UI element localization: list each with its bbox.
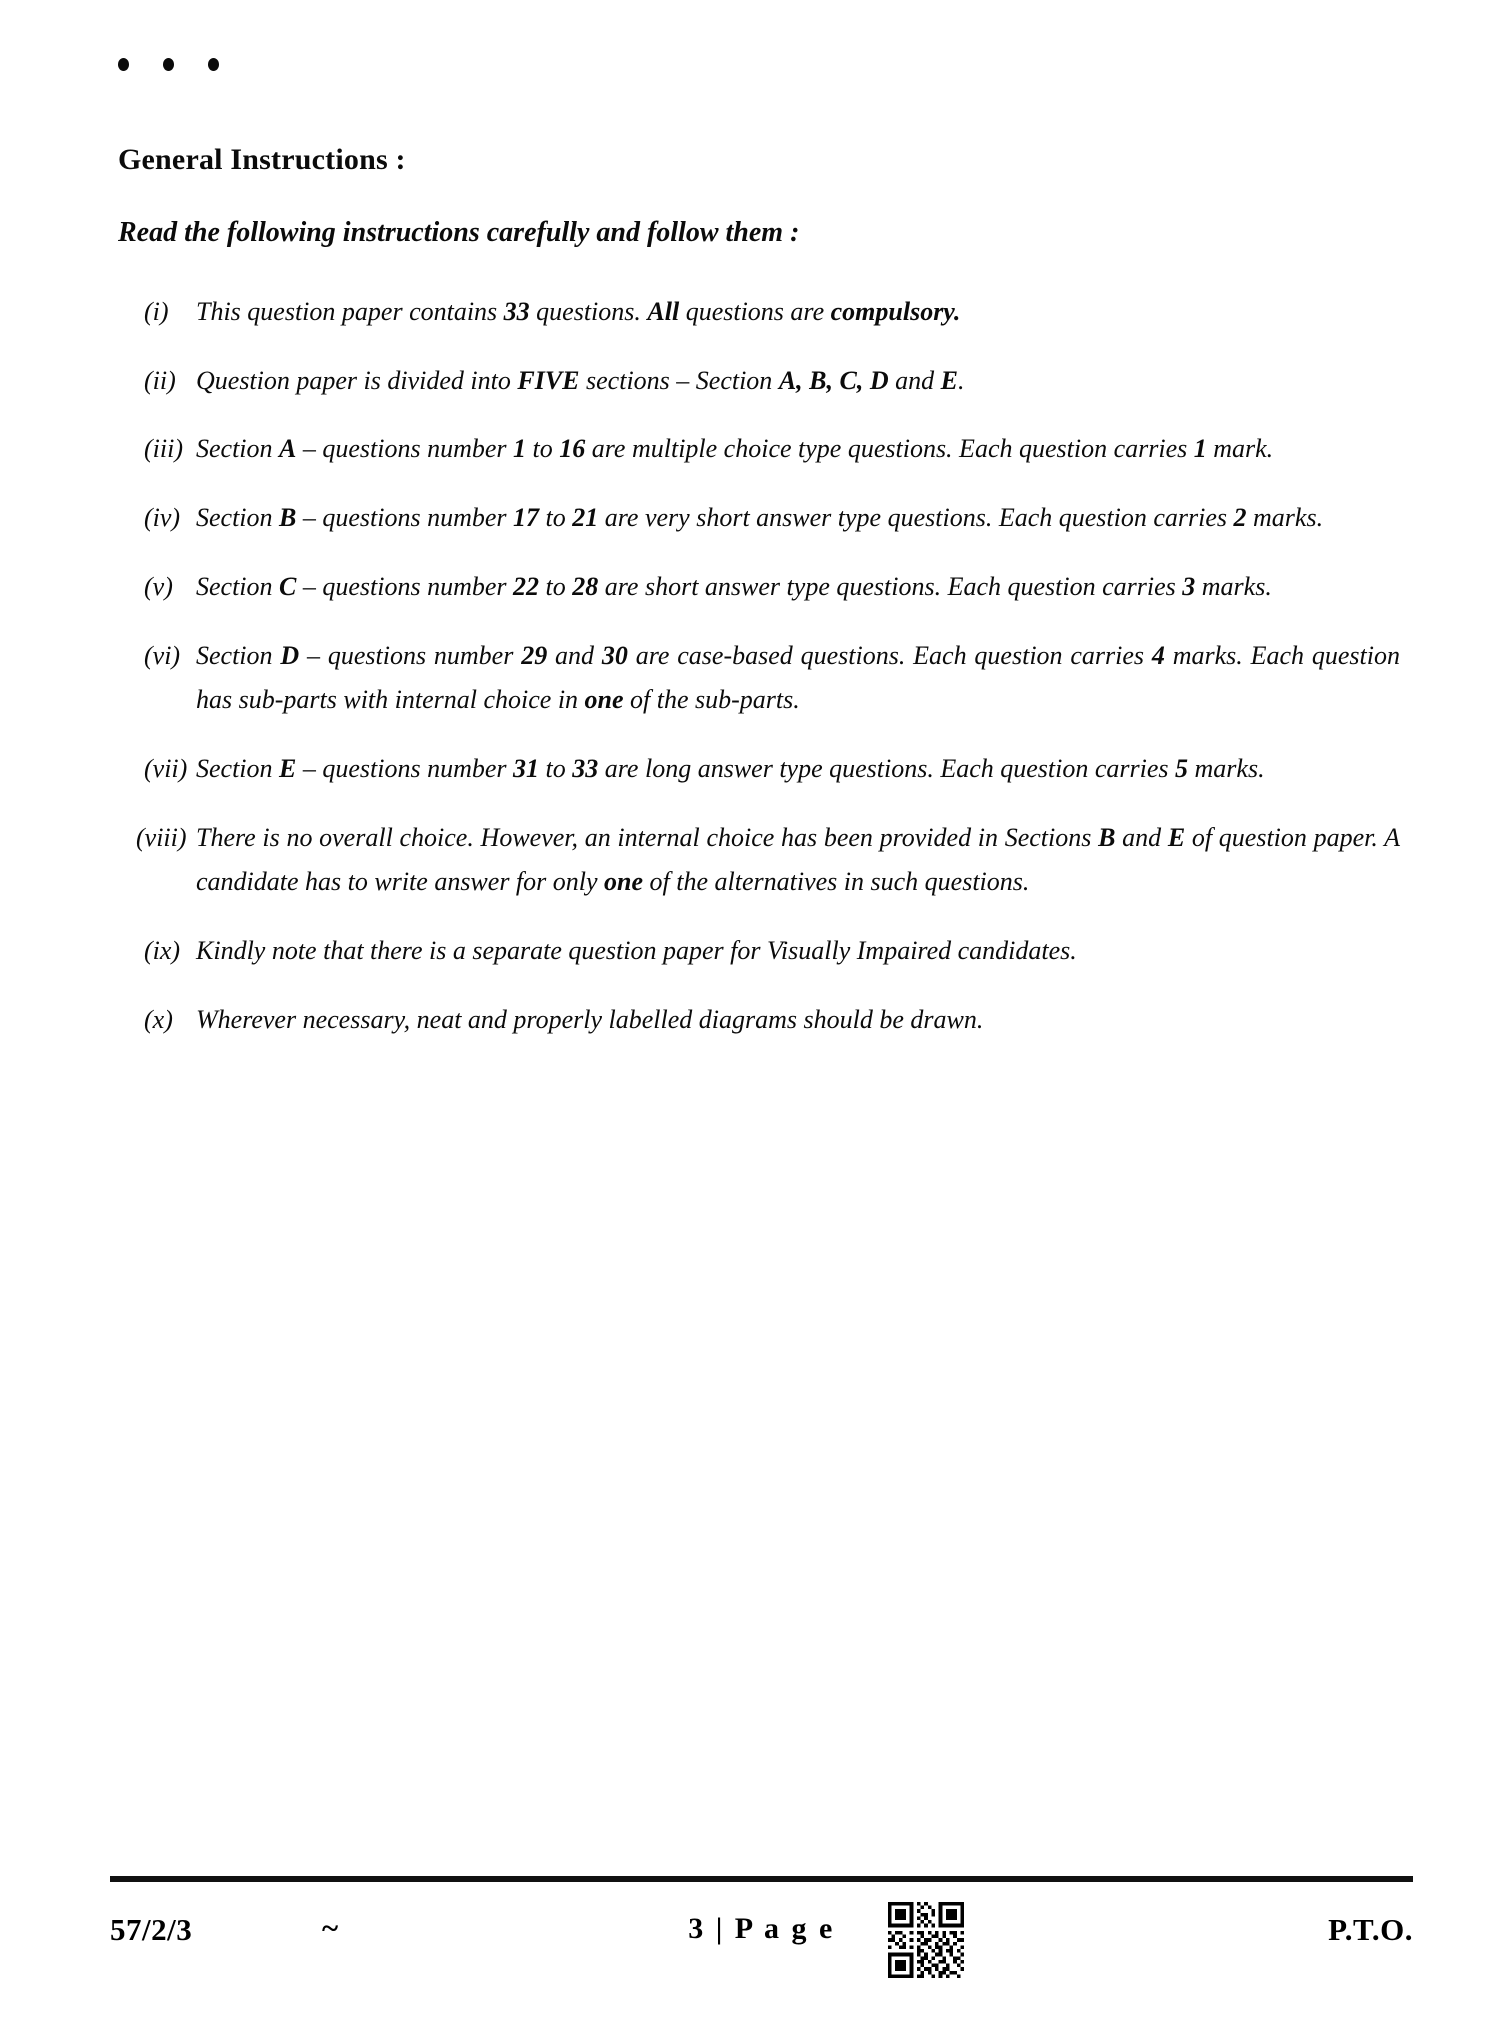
footer-divider — [110, 1876, 1413, 1882]
qr-code-icon — [888, 1902, 964, 1978]
instruction-text: Section C – questions number 22 to 28 are short answer type questions. Each question carries 3 marks. — [196, 571, 1272, 601]
page-number-label: 3 | P a g e — [688, 1912, 835, 1945]
instruction-marker: (vi) — [144, 640, 181, 670]
instruction-item — [118, 359, 1400, 404]
general-instructions-heading: General Instructions : — [118, 143, 406, 176]
instruction-text: Section D – questions number 29 and 30 are case-based questions. Each question carries 4 marks. Each question has sub-parts with internal choice in one of the sub-parts. — [196, 640, 1400, 715]
instruction-item — [118, 929, 1400, 974]
instruction-item — [118, 496, 1400, 541]
instruction-marker: (viii) — [136, 822, 187, 852]
instruction-item — [118, 747, 1400, 792]
paper-code: 57/2/3 — [110, 1912, 193, 1947]
instruction-text: Section B – questions number 17 to 21 are very short answer type questions. Each question carries 2 marks. — [196, 503, 1324, 533]
dots-ornament — [118, 58, 219, 71]
ornament-dot — [208, 58, 219, 71]
page-footer — [110, 1896, 1413, 2006]
instruction-item — [118, 565, 1400, 610]
instruction-text: Kindly note that there is a separate question paper for Visually Impaired candidates. — [196, 936, 1077, 966]
instruction-marker: (iii) — [144, 434, 183, 464]
instruction-marker: (i) — [144, 297, 169, 326]
ornament-dot — [163, 58, 174, 71]
instruction-text: There is no overall choice. However, an internal choice has been provided in Sections B and E of question paper. A candidate has to write answer for only one of the alternatives in such questions. — [196, 822, 1401, 897]
instruction-item — [118, 427, 1400, 472]
instruction-marker: (iv) — [144, 503, 181, 533]
read-instructions-subheading: Read the following instructions carefully and follow them : — [118, 217, 800, 248]
ornament-dot — [118, 58, 129, 71]
instruction-item — [118, 634, 1400, 723]
instruction-text: Wherever necessary, neat and properly labelled diagrams should be drawn. — [196, 1004, 984, 1034]
instruction-item — [118, 816, 1400, 905]
instruction-marker: (ii) — [144, 365, 176, 395]
instruction-item — [118, 290, 1400, 335]
instruction-marker: (ix) — [144, 936, 181, 966]
instruction-marker: (x) — [144, 1004, 173, 1034]
instruction-text: This question paper contains 33 questions. All questions are compulsory. — [196, 297, 961, 326]
instruction-marker: (v) — [144, 571, 173, 601]
instruction-text: Section A – questions number 1 to 16 are multiple choice type questions. Each question carries 1 mark. — [196, 434, 1274, 464]
instruction-item — [118, 998, 1400, 1043]
instructions-list — [118, 290, 1400, 1067]
instruction-text: Section E – questions number 31 to 33 are long answer type questions. Each question carries 5 marks. — [196, 754, 1265, 784]
instruction-marker: (vii) — [144, 754, 188, 784]
turn-over-label: P.T.O. — [1328, 1912, 1413, 1947]
footer-separator-glyph: ~ — [322, 1910, 339, 1945]
headings-block — [118, 142, 1395, 250]
instruction-text: Question paper is divided into FIVE sections – Section A, B, C, D and E. — [196, 365, 965, 395]
